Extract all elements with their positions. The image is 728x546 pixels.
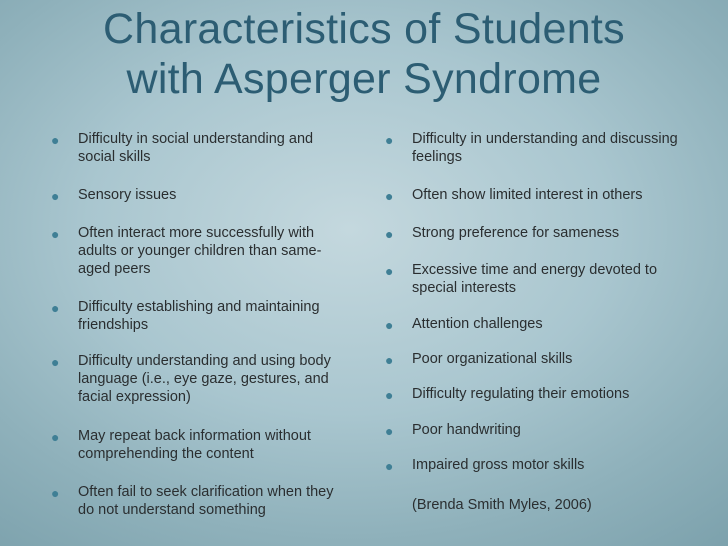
list-item: [50, 483, 350, 519]
citation: (Brenda Smith Myles, 2006): [412, 497, 592, 513]
list-item: [50, 427, 350, 463]
bullet-icon: ●: [51, 132, 60, 148]
bullet-icon: ●: [385, 352, 394, 368]
list-item: [384, 350, 694, 368]
list-item: [50, 130, 350, 166]
list-item: [384, 186, 694, 204]
list-item-text: Attention challenges: [412, 316, 543, 332]
bullet-icon: ●: [385, 317, 394, 333]
list-item-text: Poor handwriting: [412, 422, 521, 438]
title-line-2: with Asperger Syndrome: [126, 55, 602, 103]
slide-title: [0, 4, 728, 104]
list-item-text: Difficulty in understanding and discussing feelings: [412, 131, 678, 165]
list-item: [50, 186, 350, 204]
list-item-text: Excessive time and energy devoted to special interests: [412, 262, 658, 296]
list-item-text: Difficulty establishing and maintaining friendships: [78, 299, 320, 333]
bullet-icon: ●: [385, 263, 394, 279]
list-item: [384, 421, 694, 439]
bullet-icon: ●: [51, 226, 60, 242]
list-item: [50, 224, 350, 278]
list-item-text: Poor organizational skills: [412, 351, 573, 367]
bullet-icon: ●: [385, 458, 394, 474]
bullet-icon: ●: [51, 485, 60, 501]
list-item: [384, 224, 694, 242]
bullet-icon: ●: [385, 423, 394, 439]
list-item: [384, 385, 694, 403]
list-item-text: Difficulty regulating their emotions: [412, 386, 630, 402]
bullet-icon: ●: [51, 354, 60, 370]
bullet-icon: ●: [385, 188, 394, 204]
list-item-text: Often show limited interest in others: [412, 187, 643, 203]
title-line-1: Characteristics of Students: [103, 5, 625, 53]
list-item-text: Often interact more successfully with adults or younger children than same-aged peers: [78, 225, 322, 277]
list-item-text: Impaired gross motor skills: [412, 457, 585, 473]
list-item-text: May repeat back information without comprehending the content: [78, 428, 311, 462]
list-item: [384, 315, 694, 333]
list-item: [384, 261, 694, 297]
list-item: [50, 352, 350, 406]
list-item-text: Often fail to seek clarification when they do not understand something: [78, 484, 334, 518]
list-item-text: Difficulty understanding and using body language (i.e., eye gaze, gestures, and facial expression): [78, 353, 331, 405]
list-item: [50, 298, 350, 334]
bullet-icon: ●: [51, 188, 60, 204]
bullet-icon: ●: [51, 300, 60, 316]
bullet-icon: ●: [51, 429, 60, 445]
bullet-icon: ●: [385, 132, 394, 148]
list-item-text: Sensory issues: [78, 187, 177, 203]
list-item-text: Difficulty in social understanding and social skills: [78, 131, 314, 165]
bullet-icon: ●: [385, 387, 394, 403]
list-item-text: Strong preference for sameness: [412, 225, 620, 241]
bullet-icon: ●: [385, 226, 394, 242]
list-item: [384, 130, 694, 166]
list-item: [384, 456, 694, 474]
